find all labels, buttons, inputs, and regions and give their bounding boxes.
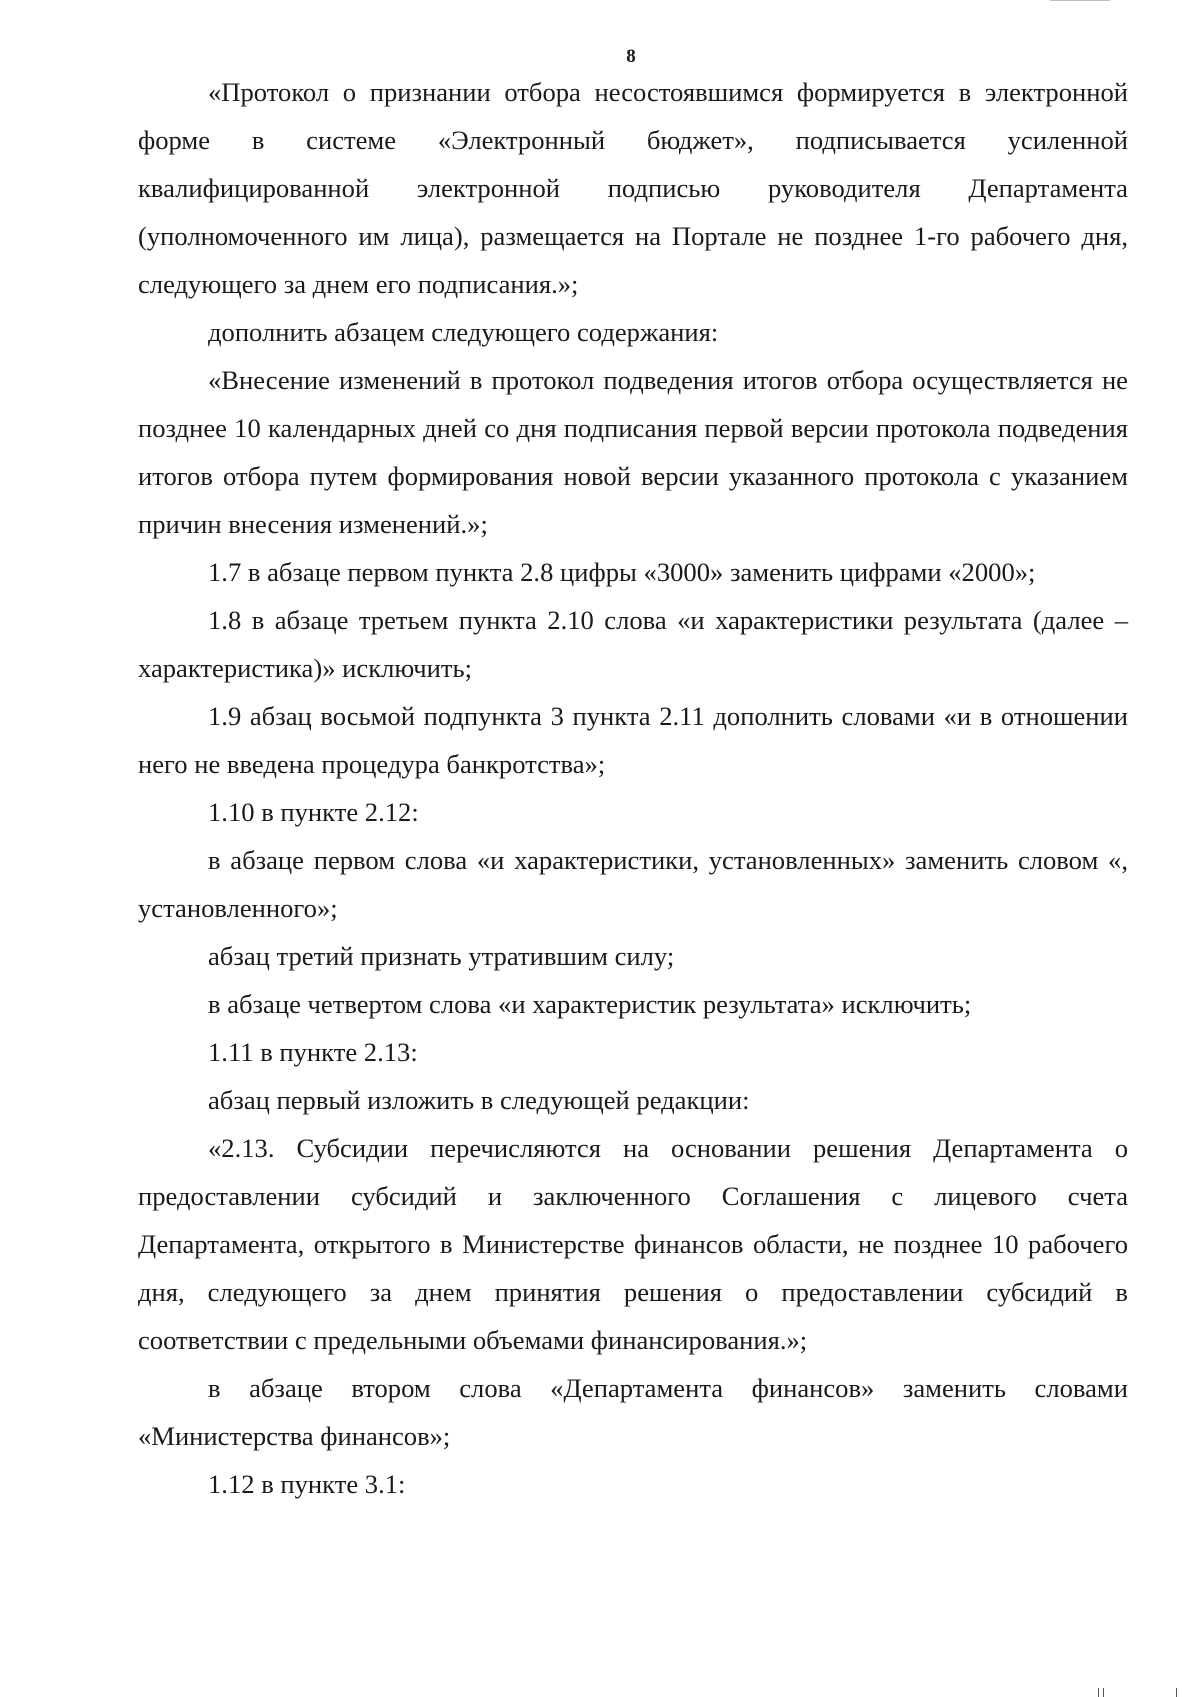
paragraph-add-abzac: дополнить абзацем следующего содержания: [208,317,719,347]
paragraph-1-10-fourth-abzac: в абзаце четвертом слова «и характеристик результата» исключить; [208,989,972,1019]
paragraph-2-13-text: «2.13. Субсидии перечисляются на основании решения Департамента о предоставлении субсидий и заключенного Соглашения с лицевого счета Департамента, открытого в Министерстве финансов области, не позднее 10 рабочего дня, следующего за днем принятия решения о предоставлении субсидий в соответствии с предельными объемами финансирования.»; [138,1133,1128,1355]
paragraph-item-1-10: 1.10 в пункте 2.12: [208,797,419,827]
scan-mark-top-right [1050,0,1110,1]
scan-mark-bottom-3 [1176,1688,1177,1697]
scan-mark-bottom-2 [1103,1688,1104,1697]
paragraph-1-10-third-abzac: абзац третий признать утратившим силу; [208,941,675,971]
paragraph-1-11-second-abzac: в абзаце втором слова «Департамента финансов» заменить словами «Министерства финансов»; [138,1373,1128,1451]
page-number: 8 [626,46,636,67]
paragraph-1-10-first-abzac: в абзаце первом слова «и характеристики, установленных» заменить словом «, установленного»; [138,845,1128,923]
scan-mark-bottom-1 [1098,1688,1099,1697]
paragraph-1-11-first-abzac: абзац первый изложить в следующей редакции: [208,1085,750,1115]
paragraph-item-1-7: 1.7 в абзаце первом пункта 2.8 цифры «3000» заменить цифрами «2000»; [208,557,1036,587]
document-body [138,68,1128,1508]
paragraph-item-1-12: 1.12 в пункте 3.1: [208,1469,406,1499]
paragraph-protocol-failed-selection: «Протокол о признании отбора несостоявшимся формируется в электронной форме в системе «Электронный бюджет», подписывается усиленной квалифицированной электронной подписью руководителя Департамента (уполномоченного им лица), размещается на Портале не позднее 1-го рабочего дня, следующего за днем его подписания.»; [138,77,1128,299]
paragraph-item-1-11: 1.11 в пункте 2.13: [208,1037,418,1067]
paragraph-item-1-9: 1.9 абзац восьмой подпункта 3 пункта 2.11 дополнить словами «и в отношении него не введена процедура банкротства»; [138,701,1128,779]
paragraph-item-1-8: 1.8 в абзаце третьем пункта 2.10 слова «и характеристики результата (далее – характеристика)» исключить; [138,605,1128,683]
paragraph-protocol-amendments: «Внесение изменений в протокол подведения итогов отбора осуществляется не позднее 10 календарных дней со дня подписания первой версии протокола подведения итогов отбора путем формирования новой версии указанного протокола с указанием причин внесения изменений.»; [138,365,1128,539]
